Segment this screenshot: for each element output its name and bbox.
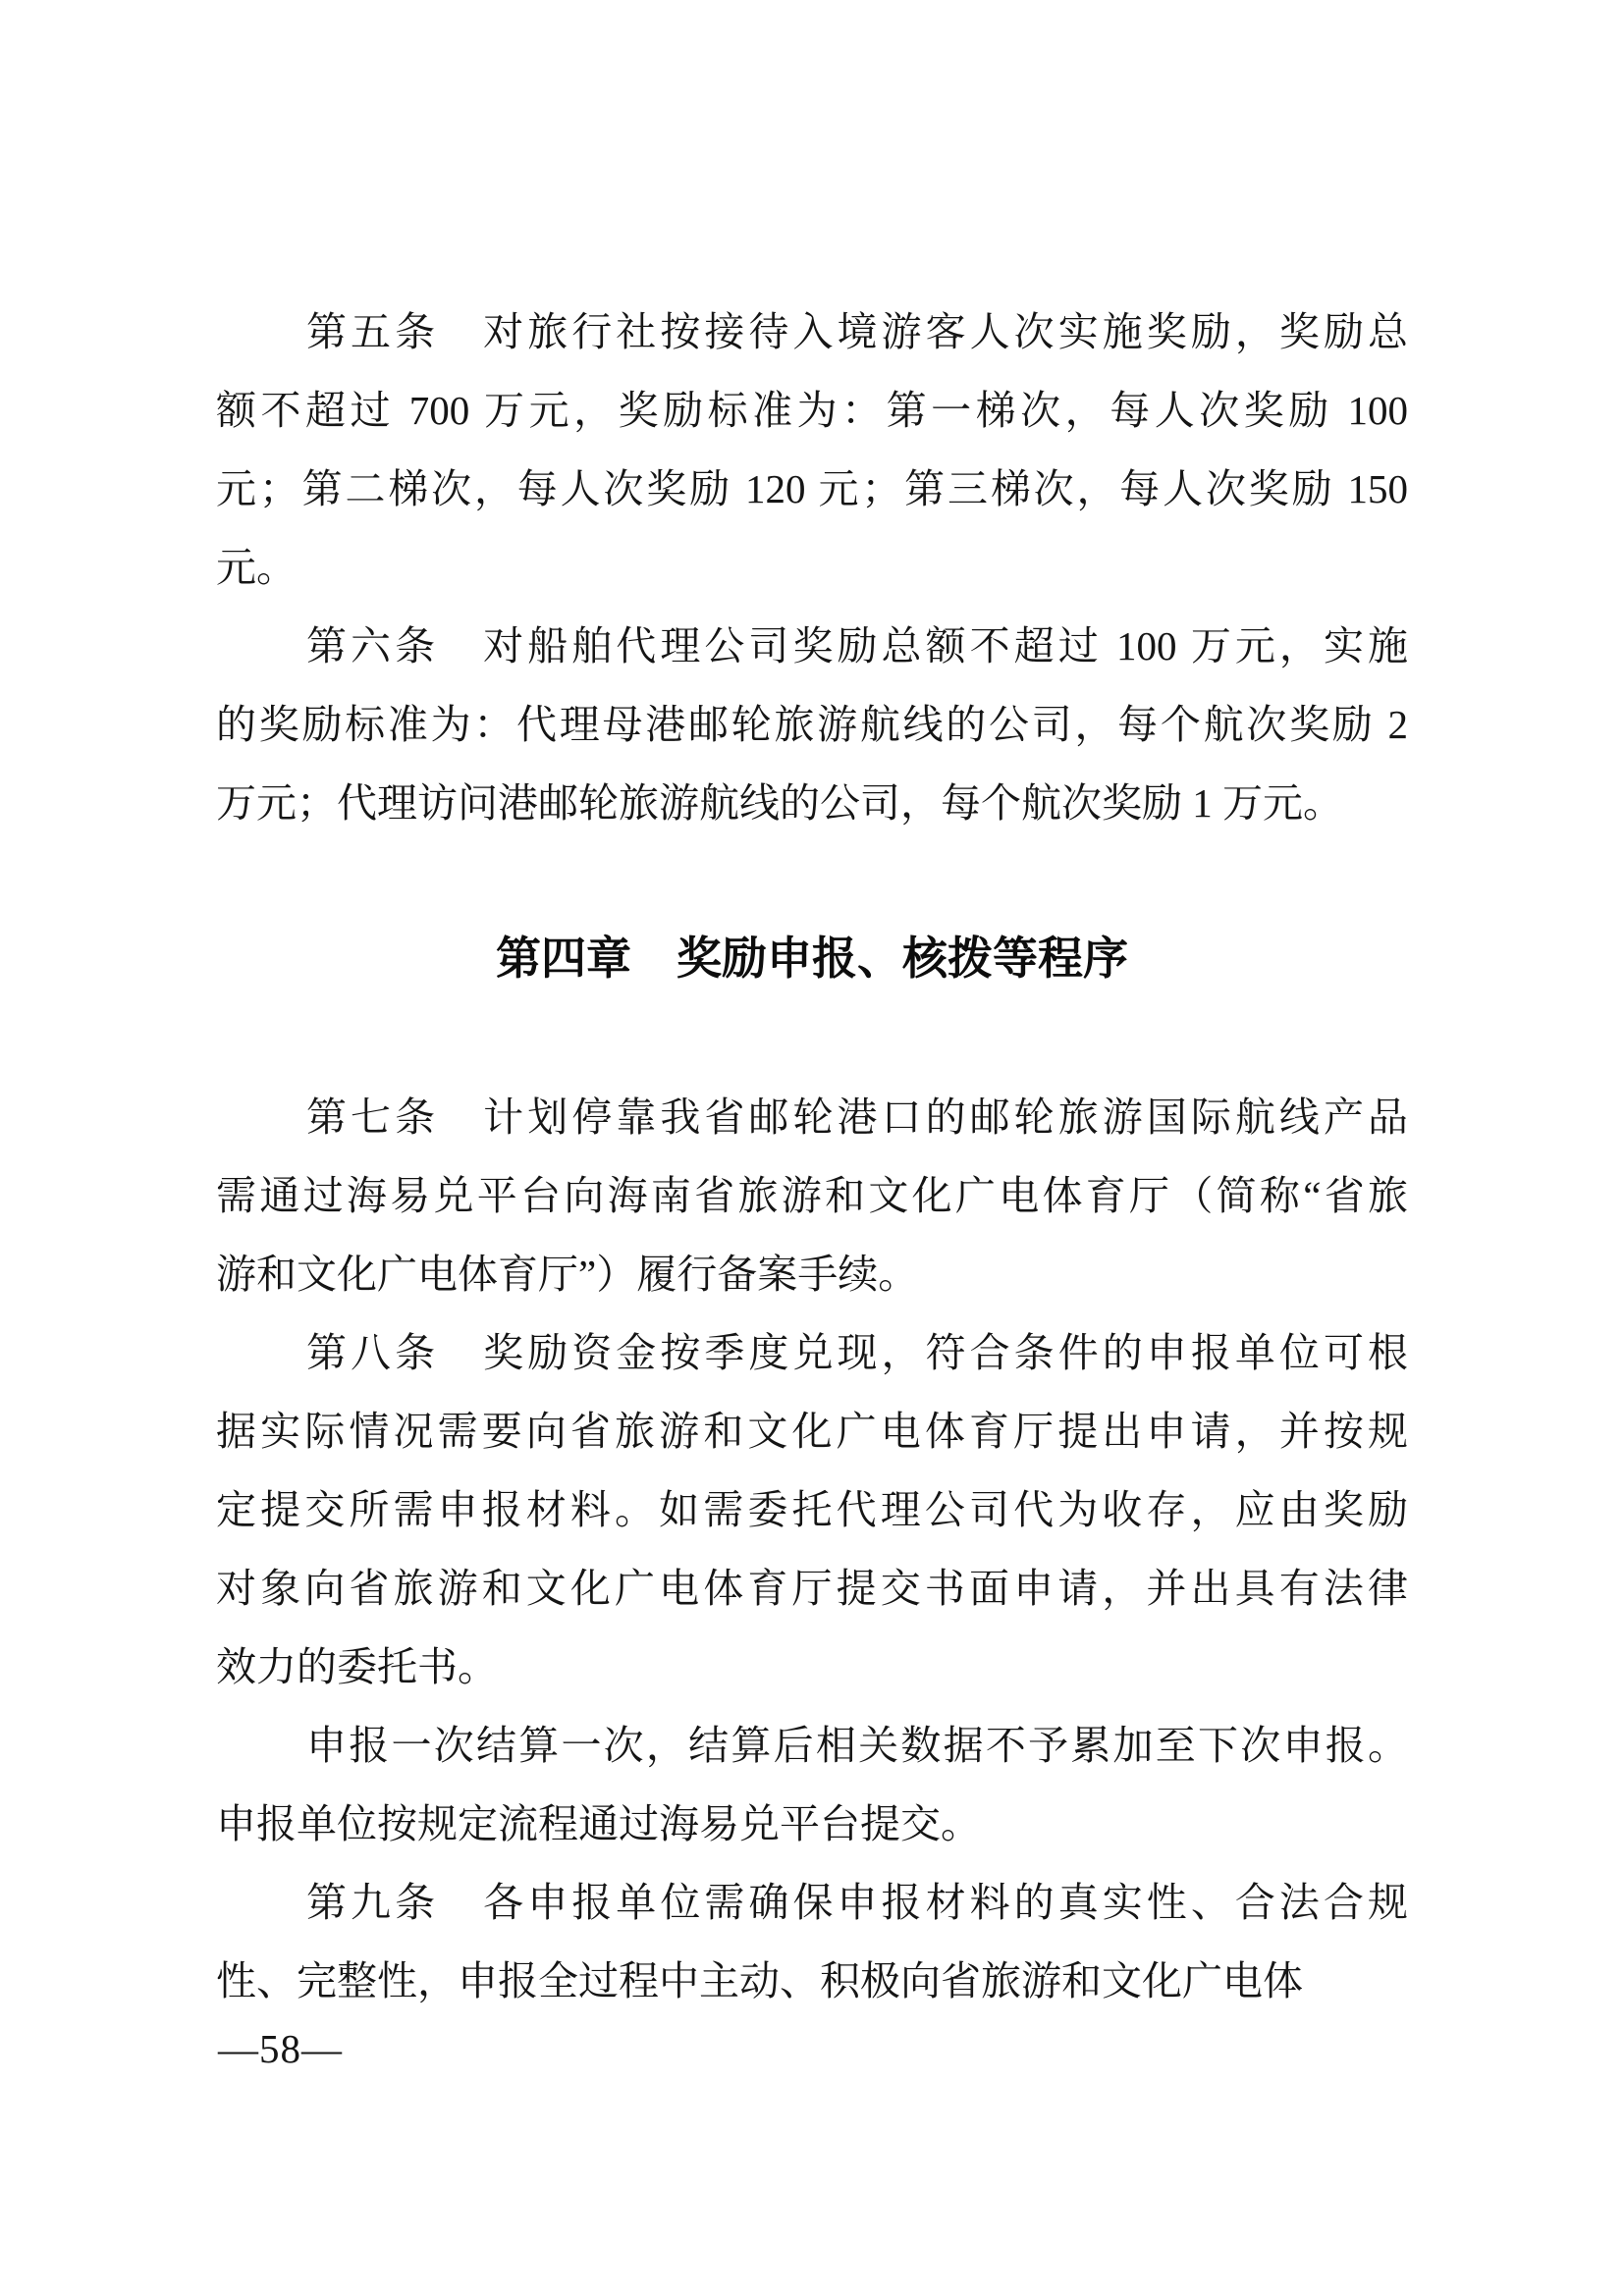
chapter-4-heading bbox=[216, 919, 1408, 997]
text-line: 第七条 计划停靠我省邮轮港口的邮轮旅游国际航线产品 bbox=[306, 1095, 1408, 1140]
text-line: 效力的委托书。 bbox=[216, 1644, 498, 1689]
text-line: 据实际情况需要向省旅游和文化广电体育厅提出申请，并按规 bbox=[216, 1409, 1408, 1454]
page-number: —58— bbox=[218, 2026, 343, 2071]
text-line: 第九条 各申报单位需确保申报材料的真实性、合法合规 bbox=[306, 1880, 1408, 1925]
document-body bbox=[216, 293, 1408, 2020]
text-line: 游和文化广电体育厅”）履行备案手续。 bbox=[216, 1252, 919, 1297]
text-line: 需通过海易兑平台向海南省旅游和文化广电体育厅（简称“省旅 bbox=[216, 1173, 1408, 1218]
paragraph-article-5 bbox=[216, 293, 1408, 607]
text-line: 定提交所需申报材料。如需委托代理公司代为收存，应由奖励 bbox=[216, 1487, 1408, 1532]
text-line: 第八条 奖励资金按季度兑现，符合条件的申报单位可根 bbox=[306, 1330, 1408, 1375]
text-line: 申报单位按规定流程通过海易兑平台提交。 bbox=[216, 1801, 981, 1846]
text-line: 第四章 奖励申报、核拨等程序 bbox=[496, 933, 1128, 984]
text-line: 性、完整性，申报全过程中主动、积极向省旅游和文化广电体 bbox=[216, 1958, 1303, 2003]
text-line: 申报一次结算一次，结算后相关数据不予累加至下次申报。 bbox=[306, 1723, 1408, 1768]
text-line: 的奖励标准为：代理母港邮轮旅游航线的公司，每个航次奖励 2 bbox=[216, 702, 1408, 747]
text-line: 元。 bbox=[216, 545, 297, 590]
text-line: 元；第二梯次，每人次奖励 120 元；第三梯次，每人次奖励 150 bbox=[216, 466, 1408, 511]
text-line: 第五条 对旅行社按接待入境游客人次实施奖励，奖励总 bbox=[306, 309, 1408, 354]
text-line: 第六条 对船舶代理公司奖励总额不超过 100 万元，实施 bbox=[306, 623, 1408, 668]
paragraph-article-9 bbox=[216, 1863, 1408, 2020]
paragraph-article-8 bbox=[216, 1313, 1408, 1706]
text-line: 额不超过 700 万元，奖励标准为：第一梯次，每人次奖励 100 bbox=[216, 388, 1408, 433]
paragraph-article-7 bbox=[216, 1078, 1408, 1313]
text-line: 万元；代理访问港邮轮旅游航线的公司，每个航次奖励 1 万元。 bbox=[216, 780, 1343, 826]
text-line: 对象向省旅游和文化广电体育厅提交书面申请，并出具有法律 bbox=[216, 1566, 1408, 1611]
paragraph-settlement-note bbox=[216, 1706, 1408, 1863]
paragraph-article-6 bbox=[216, 607, 1408, 842]
